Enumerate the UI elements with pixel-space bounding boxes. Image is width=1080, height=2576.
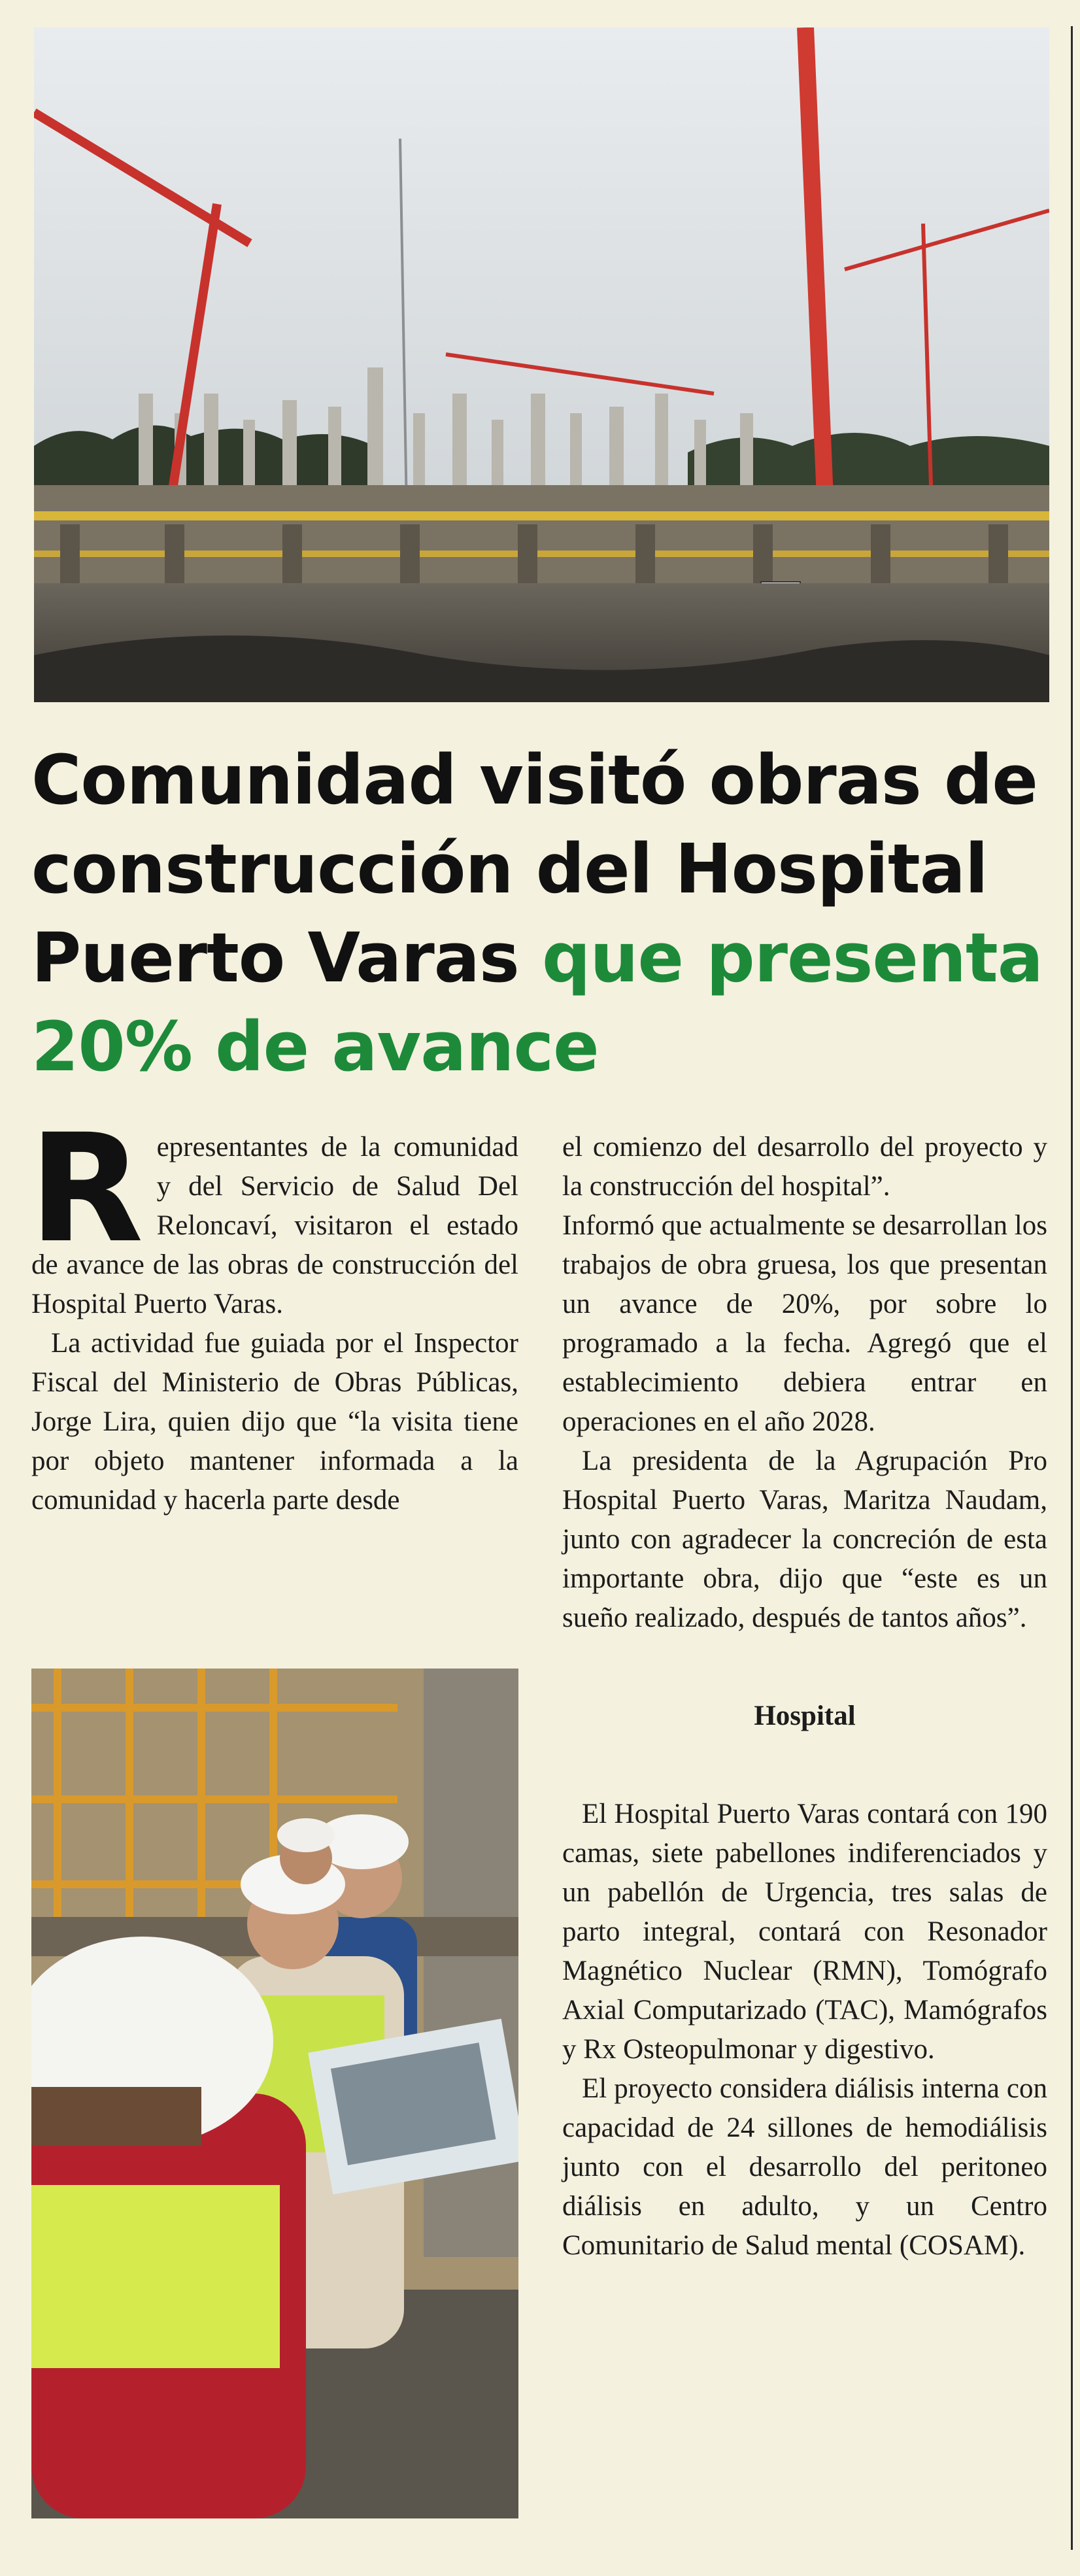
paragraph-president-quote: La presidenta de la Agrupación Pro Hospital Puerto Varas, Maritza Naudam, junto con agradecer la concreción de esta importante obra, dijo que “este es un sueño realizado, después de tantos años”.: [562, 1446, 1047, 1633]
paragraph-progress: Informó que actualmente se desarrollan los trabajos de obra gruesa, los que presentan un avance de 20%, por sobre lo programado a la fecha. Agregó que el establecimiento debiera entrar en operaciones en el año 2028.: [562, 1210, 1047, 1437]
paragraph-dialysis: El proyecto considera diálisis interna con capacidad de 24 sillones de hemodiálisis junto con el desarrollo del peritoneo diálisis en adulto, y un Centro Comunitario de Salud mental (COSAM).: [562, 2073, 1047, 2261]
drop-cap: R: [29, 1102, 144, 1276]
visitors-illustration: [31, 1669, 518, 2518]
visitors-photo: [31, 1669, 518, 2518]
page-edge-rule: [1071, 26, 1073, 2550]
paragraph-visit-continued: el comienzo del desarrollo del proyecto y la construcción del hospital”.: [562, 1132, 1047, 1202]
construction-site-illustration: [34, 27, 1049, 702]
construction-site-photo: [34, 27, 1049, 702]
paragraph-visit: La actividad fue guiada por el Inspector Fiscal del Ministerio de Obras Públicas, Jorge Lira, quien dijo que “la visita tiene por objeto mantener informada a la comunidad y hacerla parte desde: [31, 1328, 518, 1516]
headline: [31, 736, 1058, 1091]
paragraph-hospital-capacity: El Hospital Puerto Varas contará con 190 camas, siete pabellones indiferenciados y un pabellón de Urgencia, tres salas de parto integral, contará con Resonador Magnético Nuclear (RMN), Tomógrafo Axial Computarizado (TAC), Mamógrafos y Rx Osteopulmonar y digestivo.: [562, 1799, 1047, 2065]
paragraph-intro: epresentantes de la comunidad y del Servicio de Salud Del Reloncaví, visitaron el estado de avance de las obras de construcción del Hospital Puerto Varas.: [31, 1132, 518, 1319]
article-column-left: [29, 1102, 518, 1520]
headline-highlight: que presenta 20% de avance: [31, 918, 1043, 1087]
section-subheading: Hospital: [754, 1701, 856, 1731]
article-column-right: [562, 1128, 1047, 2265]
headline-main: Comunidad visitó obras de construcción del Hospital Puerto Varas: [31, 740, 1038, 998]
